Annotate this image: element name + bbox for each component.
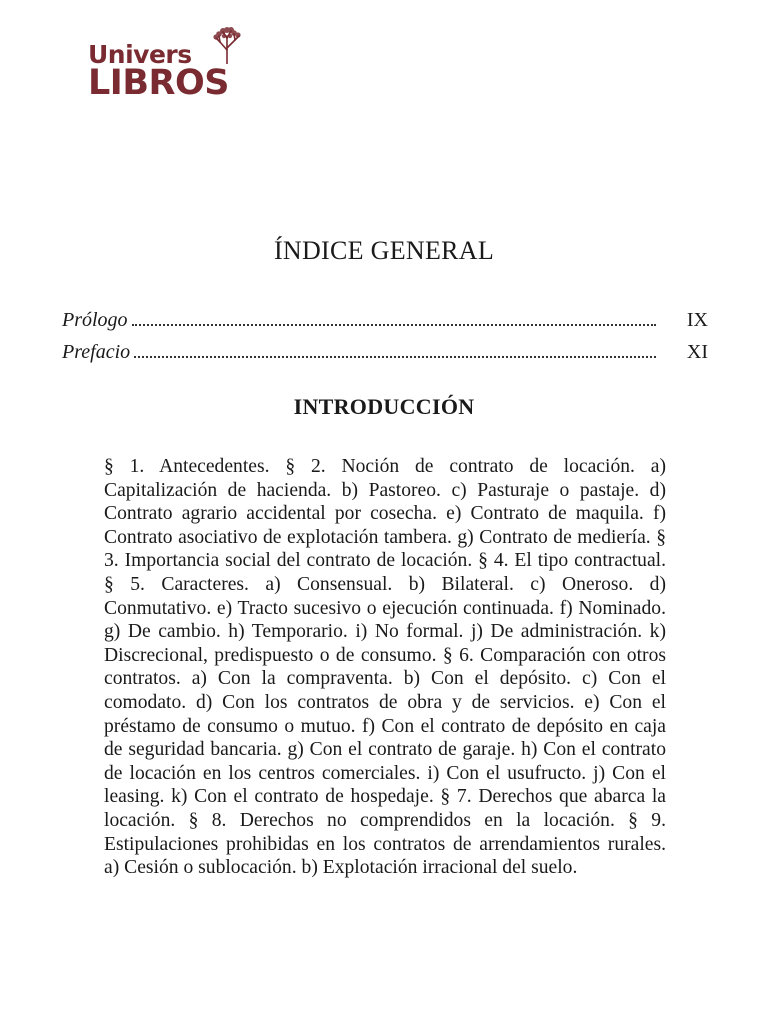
section-heading: INTRODUCCIÓN [293,394,475,419]
tree-icon [212,26,242,64]
toc-entry-page: IX [686,309,708,331]
toc-entry-label: Prólogo [62,309,128,331]
toc-entry-prologo[interactable] [62,304,708,336]
section-contents-paragraph: § 1. Antecedentes. § 2. Noción de contrato de locación. a) Capitalización de hacienda. b) Pastoreo. c) Pasturaje o pastaje. d) Contrato agrario accidental por cosecha. e) Contrato de maquila. f) Contrato asociativo de explotación tambera. g) Contrato de mediería. § 3. Importancia social del contrato de locación. § 4. El tipo contractual. § 5. Caracteres. a) Consensual. b) Bilateral. c) Oneroso. d) Conmutativo. e) Tracto sucesivo o ejecución continuada. f) Nominado. g) De cambio. h) Temporario. i) No formal. j) De administración. k) Discrecional, predispuesto o de consumo. § 6. Comparación con otros contratos. a) Con la compraventa. b) Con el depósito. c) Con el comodato. d) Con los contratos de obra y de servicios. e) Con el préstamo de consumo o mutuo. f) Con el contrato de depósito en caja de seguridad bancaria. g) Con el contrato de garaje. h) Con el contrato de locación en los centros comerciales. i) Con el usufructo. j) Con el leasing. k) Con el contrato de hospedaje. § 7. Derechos que abarca la locación. § 8. Derechos no comprendidos en la locación. § 9. Estipulaciones prohibidas en los contratos de arrendamientos rurales. a) Cesión o sublocación. b) Explotación irracional del suelo. [104,456,666,879]
toc-entry-label: Prefacio [62,341,131,363]
logo-text-top: Univers [88,40,192,69]
leader-dots [134,355,656,358]
page-title: ÍNDICE GENERAL [273,236,495,265]
leader-dots [132,323,656,326]
toc-entry-prefacio[interactable] [62,336,708,368]
publisher-logo [88,26,248,102]
toc-entry-page: XI [686,341,708,363]
toc-list [62,304,708,368]
logo-text-bottom: LIBROS [88,63,229,103]
